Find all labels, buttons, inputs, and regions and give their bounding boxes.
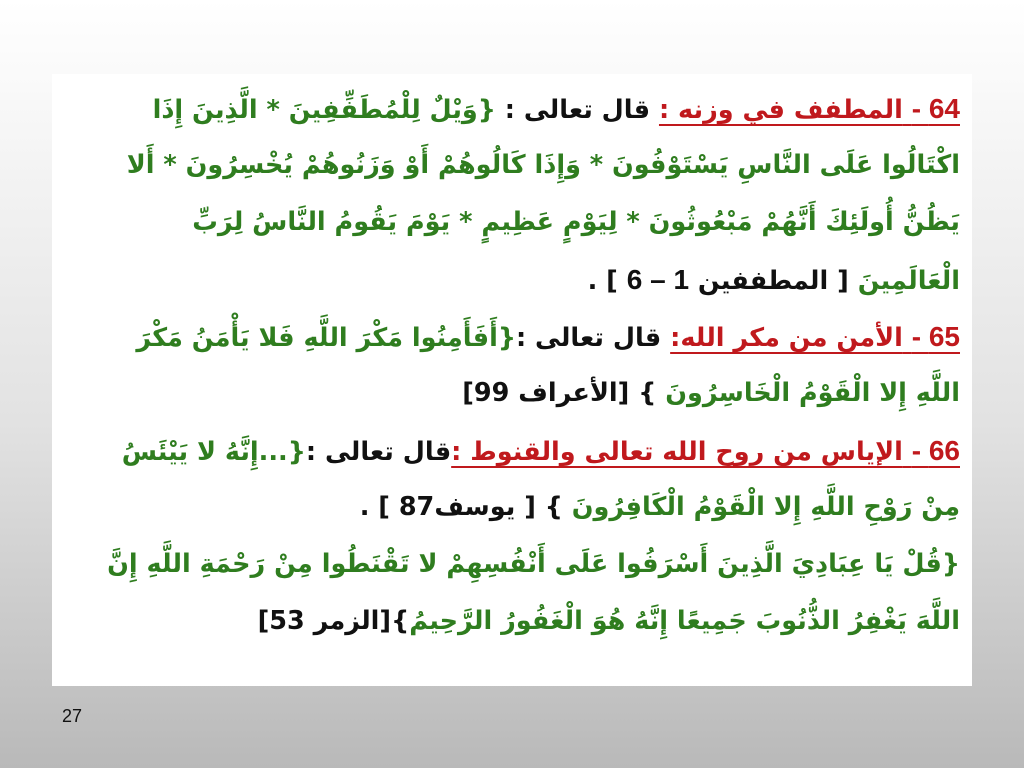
text-line [60,479,960,536]
item-65-intro: قال تعالى : [515,323,662,353]
item-65-verse: أَفَأَمِنُوا مَكْرَ اللَّهِ فَلا يَأْمَنُ مَكْرَ [136,323,498,353]
text-line [60,80,960,137]
verse-open-brace: { [497,323,516,353]
item-66-verse: إِنَّهُ لا يَيْئَسُ [121,437,259,467]
slide-page-number: 27 [62,706,83,726]
verse-close-brace: } [544,492,563,522]
item-64-reference: [ المطففين 1 – 6 ] . [587,264,849,296]
verse-open-brace: { [477,95,496,125]
item-66-heading: 66 - الإياس من روح الله تعالى والقنوط : [451,435,960,467]
item-64-verse: يَظُنُّ أُولَئِكَ أَنَّهُمْ مَبْعُوثُونَ * لِيَوْمٍ عَظِيمٍ * يَوْمَ يَقُومُ النَّاسُ لِرَبِّ [192,207,960,237]
zumar-reference: [الزمر 53] [257,606,392,636]
item-64-heading: 64 - المطفف في وزنه : [658,93,960,125]
zumar-verse: اللَّهَ يَغْفِرُ الذُّنُوبَ جَمِيعًا إِنَّهُ هُوَ الْغَفُورُ الرَّحِيمُ [409,606,960,636]
item-65-verse: اللَّهِ إِلا الْقَوْمُ الْخَاسِرُونَ [665,378,960,408]
slide-text-body [60,80,960,650]
zumar-verse: قُلْ يَا عِبَادِيَ الَّذِينَ أَسْرَفُوا عَلَى أَنْفُسِهِمْ لا تَقْنَطُوا مِنْ رَحْمَةِ اللَّهِ إِنَّ [107,549,942,579]
text-line [60,536,960,593]
item-65-heading: 65 - الأمن من مكر الله: [670,321,960,353]
verse-close-brace: } [638,378,657,408]
text-line [60,308,960,365]
item-66-intro: قال تعالى : [305,437,452,467]
slide-content-card [52,74,972,686]
item-66-verse: مِنْ رَوْحِ اللَّهِ إِلا الْقَوْمُ الْكَافِرُونَ [571,492,960,522]
item-65-reference: [الأعراف 99] [462,378,630,408]
item-64-intro: قال تعالى : [504,95,651,125]
text-line [60,593,960,650]
verse-open-brace: { [941,549,960,579]
text-line [60,365,960,422]
verse-close-brace: } [391,606,410,636]
item-66-reference: [ يوسف87 ] . [359,492,536,522]
verse-open-brace: {... [258,437,306,467]
item-64-verse: وَيْلٌ لِلْمُطَفِّفِينَ * الَّذِينَ إِذَا [152,95,478,125]
item-64-verse: اكْتَالُوا عَلَى النَّاسِ يَسْتَوْفُونَ * وَإِذَا كَالُوهُمْ أَوْ وَزَنُوهُمْ يُخْسِرُونَ * أَلا [126,150,960,180]
text-line [60,251,960,308]
item-64-verse: الْعَالَمِينَ [857,266,960,296]
text-line [60,422,960,479]
